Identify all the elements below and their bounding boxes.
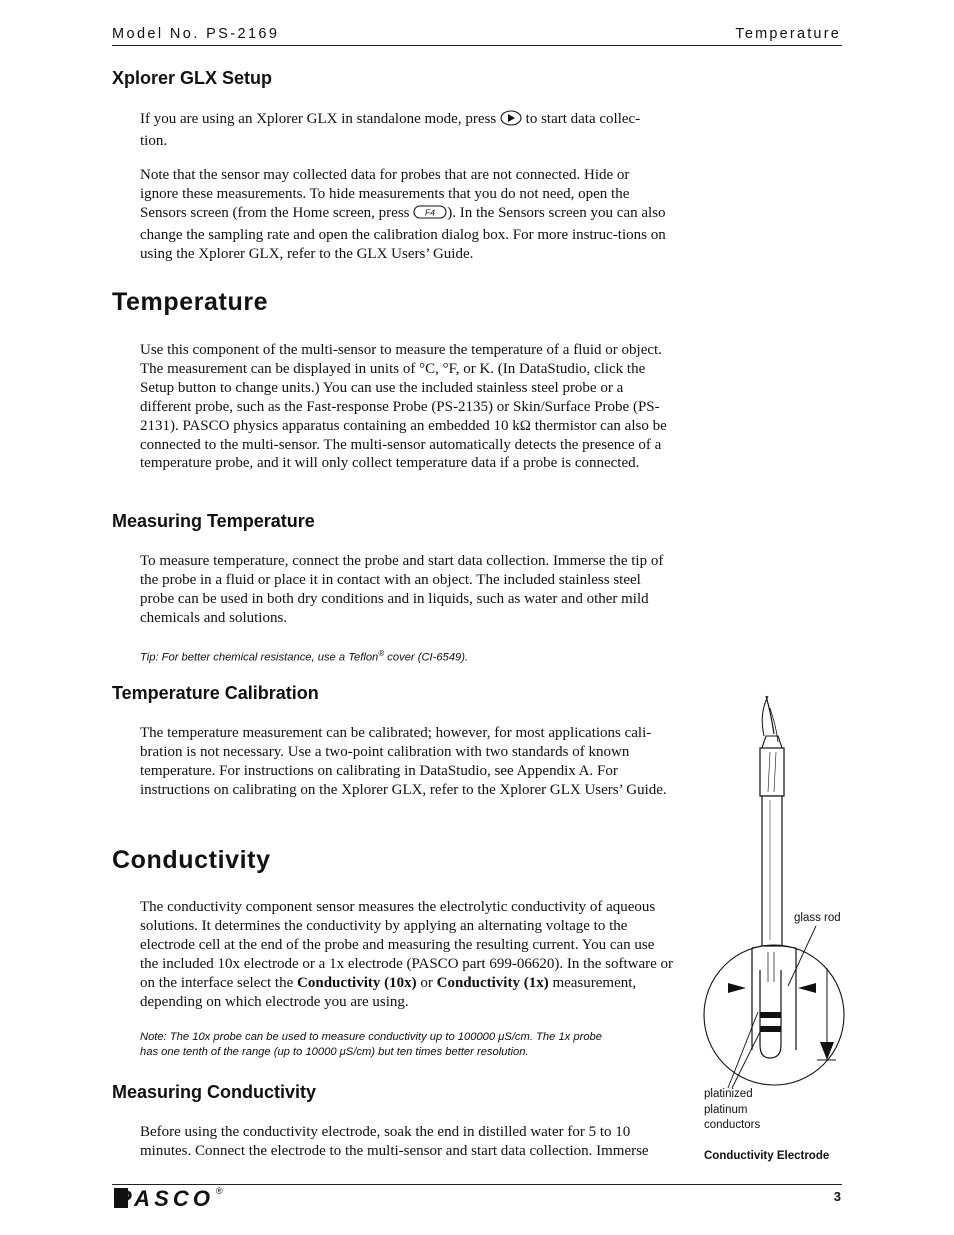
xplorer-p2-text-b: ). In the Sensors screen you can also change the sampling rate and open the calibration dialog box. For more instruc-tions on using the Xplorer GLX, refer to the GLX Users’ Guide. [140,204,666,262]
teflon-tip-note [140,646,674,666]
label-platinized-platinum-conductors [704,1087,760,1134]
electrode-cap [760,748,784,796]
conductivity-paragraph [140,898,674,1011]
pasco-logo-text: PASCO [117,1186,209,1210]
conductivity-1x-label: Conductivity (1x) [436,974,549,991]
xplorer-p1-text-c: tion. [140,132,168,149]
tip-text-a: Tip: For better chemical resistance, use a Teflon [140,651,379,664]
tip-registered-mark: ® [378,649,385,658]
note-line-1: Note: The 10x probe can be used to measure conductivity up to 100000 μS/cm. The 1x probe [140,1031,602,1043]
note-line-2: has one tenth of the range (up to 10000 μS/cm) but ten times better resolution. [140,1046,529,1058]
xplorer-p1-text-a: If you are using an Xplorer GLX in standalone mode, press [140,111,497,127]
conductivity-text-c: measurement, depending on which electrode you are using. [140,974,637,1010]
label-conductors-line-2: platinum [704,1103,748,1116]
heading-xplorer-glx-setup: Xplorer GLX Setup [112,68,273,88]
header-rule [112,45,842,46]
header-model-number: Model No. PS-2169 [112,26,280,42]
xplorer-paragraph-2 [140,166,670,264]
conductivity-range-note [140,1030,674,1060]
temperature-calibration-paragraph: The temperature measurement can be calibrated; however, for most applications cali-bration is not necessary. Use a two-point calibration with two standards of known temperature. For instructions on calibrating in DataStudio, see Appendix A. For instructions on calibrating on the Xplorer GLX, refer to the Xplorer GLX Users’ Guide. [140,725,667,798]
xplorer-p2-text-a: Note that the sensor may collected data for probes that are not connected. Hide or ignore these measurements. To hide measurements that you do not need, open the Sensors screen (from the Home screen, press [140,167,630,221]
arrow-left-icon [798,983,816,993]
page-number: 3 [833,1189,841,1204]
heading-measuring-conductivity: Measuring Conductivity [112,1082,317,1102]
heading-temperature-calibration: Temperature Calibration [112,683,319,703]
heading-temperature: Temperature [112,288,269,316]
header-section-title: Temperature [735,26,841,42]
measuring-conductivity-paragraph: Before using the conductivity electrode, soak the end in distilled water for 5 to 10 minutes. Connect the electrode to the multi-sensor and start data collection. Immerse [140,1124,649,1159]
f4-key-label: F4 [425,207,436,218]
arrow-right-icon [728,983,746,993]
conductivity-text-a: The conductivity component sensor measures the electrolytic conductivity of aqueous solutions. It determines the conductivity by applying an alternating voltage to the electrode cell at the end of the probe and measuring the resulting current. You can use the included 10x electrode or a 1x electrode (PASCO part 699-06620). In the software or on the interface select the [140,899,674,991]
xplorer-paragraph-1 [140,110,670,151]
temperature-paragraph: Use this component of the multi-sensor to measure the temperature of a fluid or object. The measurement can be displayed in units of °C, °F, or K. (In DataStudio, click the Setup button to change units.) You can use the included stainless steel probe or a different probe, such as the Fast-response Probe (PS-2135) or Skin/Surface Probe (PS-2131). PASCO physics apparatus containing an embedded 10 kΩ thermistor can also be connected to the multi-sensor. The multi-sensor automatically detects the presence of a temperature probe, and it will only collect temperature data if a probe is connected. [140,342,667,472]
heading-conductivity: Conductivity [112,846,271,874]
figure-caption: Conductivity Electrode [704,1150,830,1162]
label-conductors-line-3: conductors [704,1119,761,1131]
conductivity-electrode-illustration [690,690,860,1090]
conductivity-or: or [420,974,433,991]
play-button-icon [500,110,522,132]
conductivity-10x-label: Conductivity (10x) [297,974,417,991]
tip-text-b: cover (CI-6549). [384,651,469,664]
registered-mark: ® [216,1186,223,1196]
footer-rule [112,1184,842,1185]
pasco-logo [112,1186,212,1215]
label-glass-rod: glass rod [794,912,841,924]
arrow-down-icon [820,1042,834,1060]
xplorer-p1-text-b: to start data collec- [525,111,641,127]
heading-measuring-temperature: Measuring Temperature [112,511,315,531]
measuring-temperature-paragraph: To measure temperature, connect the probe and start data collection. Immerse the tip of the probe in a fluid or place it in contact with an object. The included stainless steel probe can be used in both dry conditions and in liquids, such as water and other mild chemicals and solutions. [140,553,664,626]
f4-key-icon [413,204,447,226]
conductor-band-upper [760,1012,781,1018]
glass-rod [762,796,782,946]
conductor-band-lower [760,1026,781,1032]
label-conductors-line-1: platinized [704,1088,753,1100]
